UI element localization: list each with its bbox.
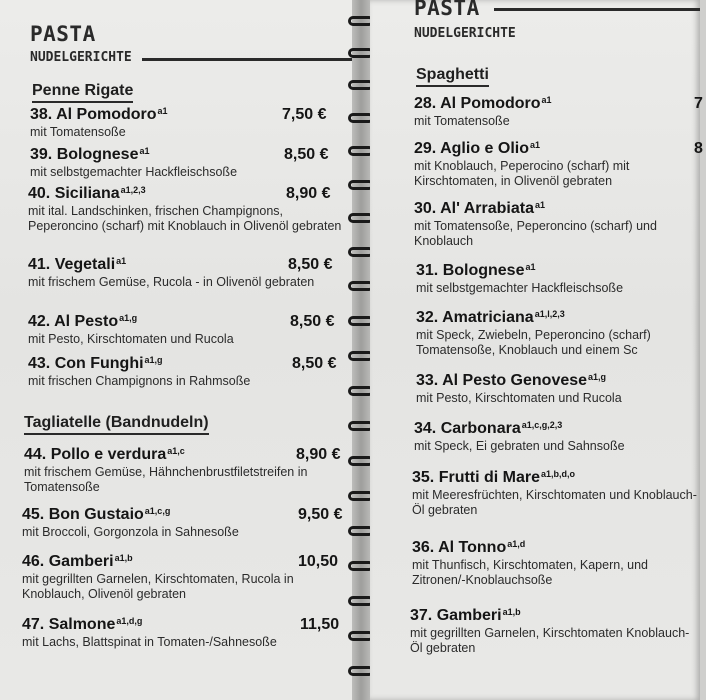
menu-item-name: 35. Frutti di Mare$^{a1,b,d,o}$ — [412, 469, 576, 486]
menu-item-price: 8,50 € — [292, 355, 337, 372]
menu-item-description: mit frischem Gemüse, Hähnchenbrustfiletstreifen in Tomatensoße — [24, 465, 308, 494]
menu-item — [416, 262, 706, 296]
menu-item-description: mit selbstgemachter Hackfleischsoße — [416, 281, 624, 295]
menu-item-description: mit frischem Gemüse, Rucola - in Olivenöl gebraten — [28, 275, 315, 289]
menu-item-name: 46. Gamberi$^{a1,b}$ — [22, 553, 133, 570]
page-subtitle: NUDELGERICHTE — [30, 50, 132, 65]
menu-item-name: 36. Al Tonno$^{a1,d}$ — [412, 539, 526, 556]
menu-item-name: 37. Gamberi$^{a1,b}$ — [410, 607, 521, 624]
menu-item-name: 45. Bon Gustaio$^{a1,c,g}$ — [22, 506, 171, 523]
menu-item-description: mit Thunfisch, Kirschtomaten, Kapern, und Zitronen/-Knoblauchsoße — [412, 558, 648, 587]
menu-item-description: mit Knoblauch, Peperocino (scharf) mit Kirschtomaten, in Olivenöl gebraten — [414, 159, 630, 188]
menu-item — [414, 95, 704, 129]
section-heading-penne: Penne Rigate — [32, 82, 133, 103]
menu-item-description: mit Tomatensoße, Peperoncino (scharf) und Knoblauch — [414, 219, 657, 248]
menu-page-left — [0, 0, 352, 700]
spiral-binding — [352, 0, 370, 700]
menu-item — [416, 372, 706, 406]
menu-item-name: 41. Vegetali$^{a1}$ — [28, 256, 127, 273]
menu-item-description: mit gegrillten Garnelen, Kirschtomaten Knoblauch-Öl gebraten — [410, 626, 690, 655]
menu-item-price: 8,50 € — [288, 256, 333, 273]
menu-item-description: mit Pesto, Kirschtomaten und Rucola — [28, 332, 234, 346]
menu-item-name: 40. Siciliana$^{a1,2,3}$ — [28, 185, 146, 202]
menu-item-price: 11,50 — [300, 616, 340, 633]
menu-item-name: 33. Al Pesto Genovese$^{a1,g}$ — [416, 372, 607, 389]
menu-item-description: mit Tomatensoße — [414, 114, 510, 128]
menu-item — [412, 539, 702, 588]
menu-item-price: 10,50 — [298, 553, 339, 570]
menu-item-price: 7,50 € — [282, 106, 327, 123]
menu-item-description: mit Broccoli, Gorgonzola in Sahnesoße — [22, 525, 239, 539]
menu-item-description: mit frischen Champignons in Rahmsoße — [28, 374, 251, 388]
menu-item — [412, 469, 702, 518]
menu-item-name: 43. Con Funghi$^{a1,g}$ — [28, 355, 163, 372]
header-rule — [494, 8, 700, 11]
menu-item-name: 42. Al Pesto$^{a1,g}$ — [28, 313, 138, 330]
menu-item — [414, 140, 704, 189]
menu-item-price: 7 — [694, 95, 703, 112]
menu-item-name: 32. Amatriciana$^{a1,l,2,3}$ — [416, 309, 565, 326]
menu-item-description: mit Tomatensoße — [30, 125, 126, 139]
menu-item-description: mit Lachs, Blattspinat in Tomaten-/Sahnesoße — [22, 635, 277, 649]
menu-item-name: 28. Al Pomodoro$^{a1}$ — [414, 95, 552, 112]
menu-item-name: 30. Al' Arrabiata$^{a1}$ — [414, 200, 546, 217]
menu-item-description: mit Speck, Zwiebeln, Peperoncino (scharf) Tomatensoße, Knoblauch und einem Sc — [416, 328, 651, 357]
menu-item-description: mit ital. Landschinken, frischen Champignons, Peperoncino (scharf) mit Knoblauch in Olivenöl gebraten — [28, 204, 342, 233]
section-heading-tagliatelle: Tagliatelle (Bandnudeln) — [24, 414, 209, 435]
section-heading-spaghetti: Spaghetti — [416, 66, 489, 87]
menu-item-description: mit gegrillten Garnelen, Kirschtomaten, Rucola in Knoblauch, Olivenöl gebraten — [22, 572, 294, 601]
header-rule — [142, 58, 352, 61]
menu-item-name: 31. Bolognese$^{a1}$ — [416, 262, 536, 279]
menu-item-name: 39. Bolognese$^{a1}$ — [30, 146, 150, 163]
page-title: PASTA — [414, 0, 480, 20]
menu-item-name: 44. Pollo e verdura$^{a1,c}$ — [24, 446, 185, 463]
menu-item-price: 8,90 € — [296, 446, 341, 463]
menu-item-price: 8 — [694, 140, 703, 157]
menu-item-name: 38. Al Pomodoro$^{a1}$ — [30, 106, 168, 123]
menu-item-name: 34. Carbonara$^{a1,c,g,2,3}$ — [414, 420, 563, 437]
menu-item — [410, 607, 700, 656]
menu-item-description: mit Pesto, Kirschtomaten und Rucola — [416, 391, 622, 405]
page-subtitle: NUDELGERICHTE — [414, 26, 516, 41]
menu-item-name: 47. Salmone$^{a1,d,g}$ — [22, 616, 143, 633]
menu-item-description: mit selbstgemachter Hackfleischsoße — [30, 165, 238, 179]
page-title: PASTA — [30, 22, 96, 46]
menu-page-right — [370, 0, 703, 700]
menu-item-price: 9,50 € — [298, 506, 343, 523]
menu-item — [416, 309, 706, 358]
menu-item-name: 29. Aglio e Olio$^{a1}$ — [414, 140, 540, 157]
menu-item-price: 8,90 € — [286, 185, 331, 202]
menu-item — [414, 420, 704, 454]
menu-item — [414, 200, 704, 249]
menu-item-price: 8,50 € — [290, 313, 335, 330]
menu-item-description: mit Speck, Ei gebraten und Sahnsoße — [414, 439, 625, 453]
menu-item-price: 8,50 € — [284, 146, 329, 163]
menu-item-description: mit Meeresfrüchten, Kirschtomaten und Knoblauch-Öl gebraten — [412, 488, 697, 517]
